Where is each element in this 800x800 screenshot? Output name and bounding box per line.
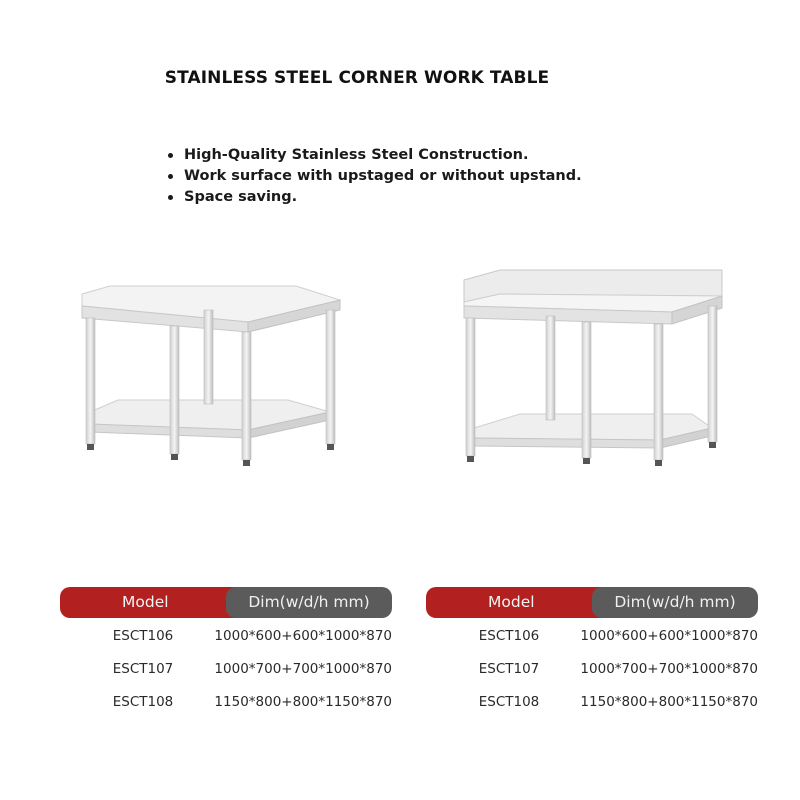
spec-table-left	[60, 587, 392, 717]
model-cell: ESCT108	[478, 694, 540, 710]
model-cell: ESCT106	[478, 628, 540, 644]
table-row	[60, 684, 392, 717]
dimension-cell: 1150*800+800*1150*870	[580, 694, 758, 710]
spec-table-right	[426, 587, 758, 717]
corner-table-with-upstand-image	[460, 266, 724, 472]
model-cell: ESCT107	[112, 661, 174, 677]
spec-table-header	[426, 587, 758, 618]
model-cell: ESCT106	[112, 628, 174, 644]
dimension-cell: 1150*800+800*1150*870	[214, 694, 392, 710]
table-row	[426, 651, 758, 684]
page-title: STAINLESS STEEL CORNER WORK TABLE	[164, 68, 550, 88]
table-row	[426, 684, 758, 717]
feature-item: Space saving.	[166, 187, 582, 208]
dimension-cell: 1000*700+700*1000*870	[580, 661, 758, 677]
dimension-cell: 1000*600+600*1000*870	[214, 628, 392, 644]
dimension-cell: 1000*700+700*1000*870	[214, 661, 392, 677]
model-cell: ESCT107	[478, 661, 540, 677]
model-cell: ESCT108	[112, 694, 174, 710]
model-column-header: Model	[426, 587, 606, 618]
dimension-cell: 1000*600+600*1000*870	[580, 628, 758, 644]
feature-item: Work surface with upstaged or without upstand.	[166, 166, 582, 187]
feature-item: High-Quality Stainless Steel Construction.	[166, 145, 582, 166]
feature-list	[166, 145, 582, 208]
dimension-column-header: Dim(w/d/h mm)	[226, 587, 392, 618]
corner-table-no-upstand-image	[78, 284, 346, 470]
model-column-header: Model	[60, 587, 240, 618]
dimension-column-header: Dim(w/d/h mm)	[592, 587, 758, 618]
table-row	[60, 651, 392, 684]
table-row	[426, 618, 758, 651]
table-row	[60, 618, 392, 651]
spec-table-header	[60, 587, 392, 618]
